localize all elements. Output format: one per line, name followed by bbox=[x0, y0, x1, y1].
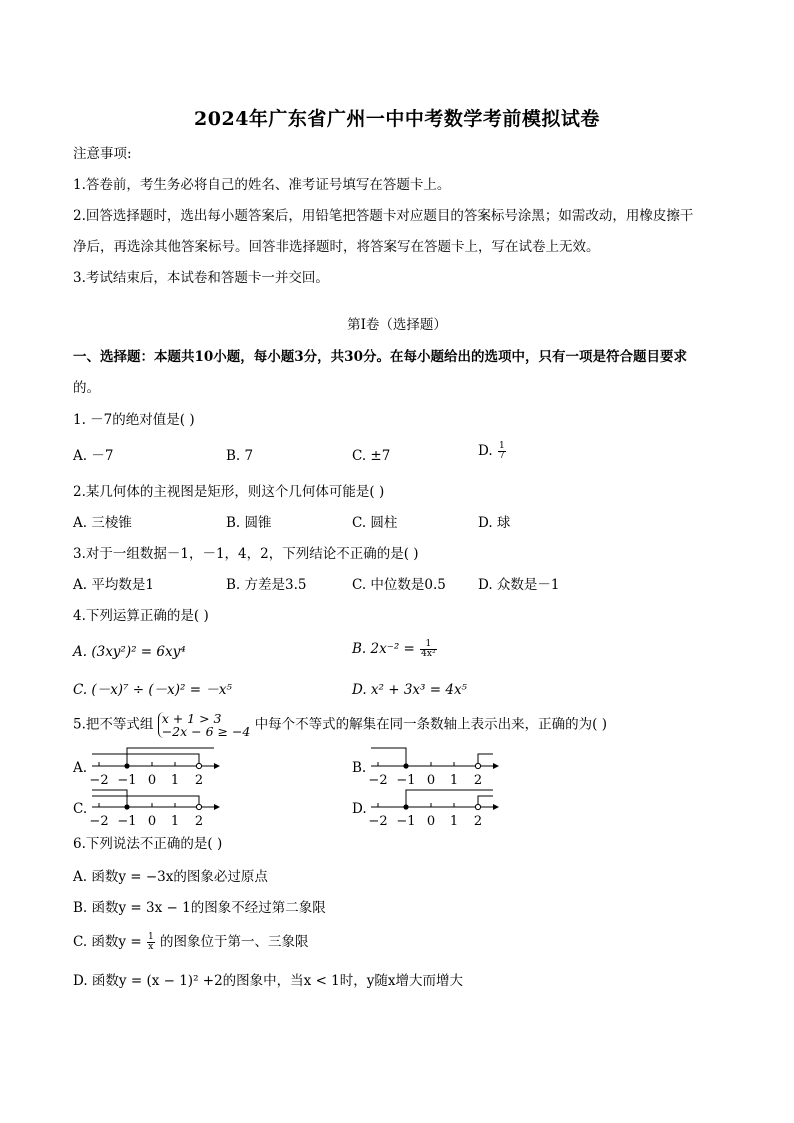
q5-option-b-label: B. bbox=[352, 760, 367, 776]
q3-option-b: B. 方差是3.5 bbox=[226, 577, 307, 593]
q4-option-b bbox=[352, 640, 438, 659]
q1-d-numerator: 1 bbox=[498, 441, 505, 451]
axis-tick-label: −1 bbox=[117, 773, 137, 788]
axis-tick-label: 0 bbox=[147, 773, 157, 788]
q6-stem: 6.下列说法不正确的是( ) bbox=[73, 836, 223, 852]
part-title: 第I卷（选择题） bbox=[347, 317, 447, 333]
q4-stem: 4.下列运算正确的是( ) bbox=[73, 608, 209, 624]
q6-option-d: D. 函数y = (x − 1)² +2的图象中，当x < 1时，y随x增大而增大 bbox=[73, 973, 464, 989]
axis-tick-label: −2 bbox=[368, 814, 388, 829]
q2-option-c: C. 圆柱 bbox=[352, 515, 398, 531]
axis-tick-label: 0 bbox=[426, 773, 436, 788]
q3-option-c: C. 中位数是0.5 bbox=[352, 577, 446, 593]
axis-tick-label: 2 bbox=[194, 773, 204, 788]
q6-option-b: B. 函数y = 3x − 1的图象不经过第二象限 bbox=[73, 900, 326, 916]
q4-option-d: D. x² + 3x³ = 4x⁵ bbox=[352, 682, 467, 698]
axis-tick-label: −1 bbox=[396, 773, 416, 788]
q3-stem: 3.对于一组数据－1，－1，4，2，下列结论不正确的是( ) bbox=[73, 546, 419, 562]
axis-tick-label: 0 bbox=[147, 814, 157, 829]
q6-option-a: A. 函数y = −3x的图象必过原点 bbox=[73, 869, 268, 885]
q5-option-a-label: A. bbox=[73, 760, 88, 776]
axis-tick-label: 1 bbox=[170, 773, 180, 788]
axis-tick-label: −1 bbox=[396, 814, 416, 829]
q5-stem-prefix: 5.把不等式组 bbox=[73, 716, 154, 733]
axis-tick-label: 1 bbox=[170, 814, 180, 829]
axis-tick-label: −2 bbox=[89, 814, 109, 829]
q5-option-c-numberline bbox=[90, 787, 220, 831]
q5-option-a-numberline bbox=[90, 746, 220, 790]
q3-option-d: D. 众数是－1 bbox=[478, 577, 560, 593]
q4-b-numerator: 1 bbox=[420, 640, 436, 650]
q6-option-c-suffix: 的图象位于第一、三象限 bbox=[160, 934, 309, 950]
q5-option-d-numberline bbox=[369, 787, 499, 831]
axis-tick-label: −2 bbox=[368, 773, 388, 788]
q2-stem: 2.某几何体的主视图是矩形，则这个几何体可能是( ) bbox=[73, 484, 385, 500]
q4-option-c: C. (－x)⁷ ÷ (－x)² = －x⁵ bbox=[73, 682, 232, 698]
section-heading: 一、选择题：本题共10小题，每小题3分，共30分。在每小题给出的选项中，只有一项是符合题目要求 bbox=[73, 349, 687, 365]
axis-tick-label: 2 bbox=[194, 814, 204, 829]
page-title: 2024年广东省广州一中中考数学考前模拟试卷 bbox=[194, 108, 600, 130]
q5-inequality-2: −2x − 6 ≥ −4 bbox=[161, 724, 251, 739]
notice-item-2: 2.回答选择题时，选出每小题答案后，用铅笔把答题卡对应题目的答案标号涂黑；如需改动，用橡皮擦干 bbox=[73, 208, 694, 224]
q1-option-d-prefix: D. bbox=[478, 443, 493, 459]
q5-stem bbox=[73, 712, 607, 738]
section-heading-cont: 的。 bbox=[73, 380, 100, 396]
q2-option-d: D. 球 bbox=[478, 515, 511, 531]
q5-inequality-1: x + 1 > 3 bbox=[161, 711, 222, 726]
q6-c-numerator: 1 bbox=[147, 932, 154, 942]
axis-tick-label: 1 bbox=[449, 773, 459, 788]
q4-b-denominator: 4x² bbox=[421, 649, 436, 659]
axis-tick-label: −1 bbox=[117, 814, 137, 829]
axis-tick-label: 2 bbox=[473, 814, 483, 829]
q6-option-c-fraction bbox=[147, 933, 155, 952]
notice-item-1: 1.答卷前，考生务必将自己的姓名、准考证号填写在答题卡上。 bbox=[73, 177, 451, 193]
q1-option-a: A. －7 bbox=[73, 448, 114, 464]
q2-option-b: B. 圆锥 bbox=[226, 515, 272, 531]
q1-option-b: B. 7 bbox=[226, 448, 254, 464]
q5-inequality-system bbox=[158, 712, 251, 738]
q1-option-d bbox=[478, 442, 507, 461]
axis-tick-label: −2 bbox=[89, 773, 109, 788]
q5-option-c-label: C. bbox=[73, 801, 88, 817]
q4-option-b-prefix: B. 2x⁻² = bbox=[352, 641, 415, 657]
notice-heading: 注意事项: bbox=[73, 146, 132, 162]
q2-option-a: A. 三棱锥 bbox=[73, 515, 132, 531]
q6-option-c bbox=[73, 933, 309, 952]
q6-option-c-prefix: C. 函数y = bbox=[73, 934, 142, 950]
q4-option-a: A. (3xy²)² = 6xy⁴ bbox=[73, 644, 186, 660]
q5-option-b-numberline bbox=[369, 746, 499, 790]
axis-tick-label: 1 bbox=[449, 814, 459, 829]
notice-item-3: 3.考试结束后，本试卷和答题卡一并交回。 bbox=[73, 270, 329, 286]
q1-option-d-fraction bbox=[498, 442, 506, 461]
q1-stem: 1. －7的绝对值是( ) bbox=[73, 412, 195, 428]
notice-item-2-cont: 净后，再选涂其他答案标号。回答非选择题时，将答案写在答题卡上，写在试卷上无效。 bbox=[73, 239, 600, 255]
q4-option-b-fraction bbox=[420, 640, 436, 659]
q1-option-c: C. ±7 bbox=[352, 448, 391, 464]
q6-c-denominator: x bbox=[148, 942, 154, 952]
q1-d-denominator: 7 bbox=[498, 451, 505, 461]
q5-option-d-label: D. bbox=[352, 801, 367, 817]
axis-tick-label: 0 bbox=[426, 814, 436, 829]
q5-stem-suffix: 中每个不等式的解集在同一条数轴上表示出来，正确的为( ) bbox=[254, 716, 608, 733]
q3-option-a: A. 平均数是1 bbox=[73, 577, 154, 593]
axis-tick-label: 2 bbox=[473, 773, 483, 788]
